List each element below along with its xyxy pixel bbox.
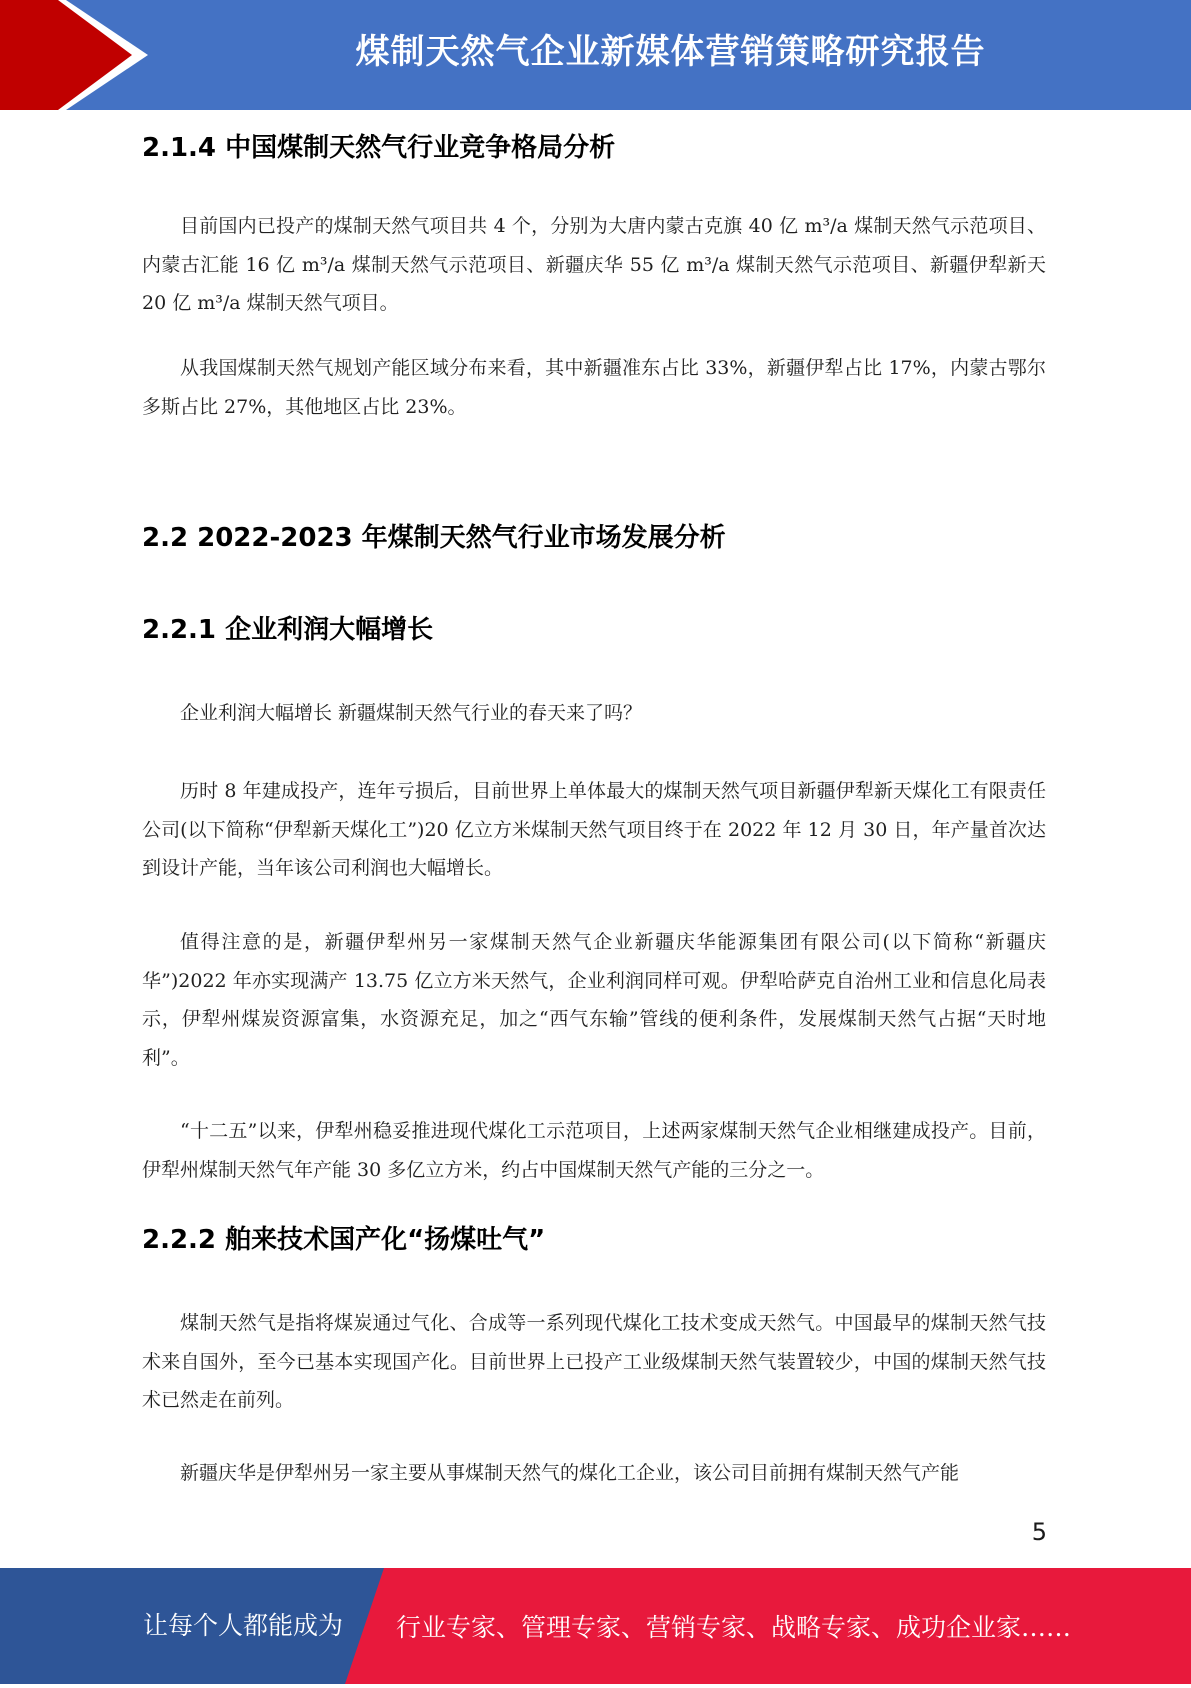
header-banner — [0, 0, 1191, 110]
paragraph: 历时 8 年建成投产，连年亏损后，目前世界上单体最大的煤制天然气项目新疆伊犁新天煤化工有限责任公司(以下简称“伊犁新天煤化工”)20 亿立方米煤制天然气项目终于在 2022 年 12 月 30 日，年产量首次达到设计产能，当年该公司利润也大幅增长。 — [142, 780, 1046, 879]
paragraph: “十二五”以来，伊犁州稳妥推进现代煤化工示范项目，上述两家煤制天然气企业相继建成投产。目前，伊犁州煤制天然气年产能 30 多亿立方米，约占中国煤制天然气产能的三分之一。 — [142, 1120, 1046, 1181]
section-heading-2-1-4: 2.1.4 中国煤制天然气行业竞争格局分析 — [142, 133, 616, 163]
footer-slogan-right: 行业专家、管理专家、营销专家、战略专家、成功企业家…… — [396, 1613, 1072, 1642]
section-heading-2-2-2: 2.2.2 舶来技术国产化“扬煤吐气” — [142, 1225, 546, 1255]
paragraph: 新疆庆华是伊犁州另一家主要从事煤制天然气的煤化工企业，该公司目前拥有煤制天然气产能 — [180, 1462, 960, 1484]
paragraph: 目前国内已投产的煤制天然气项目共 4 个，分别为大唐内蒙古克旗 40 亿 m³/a 煤制天然气示范项目、内蒙古汇能 16 亿 m³/a 煤制天然气示范项目、新疆庆华 55 亿 m³/a 煤制天然气示范项目、新疆伊犁新天 20 亿 m³/a 煤制天然气项目。 — [142, 215, 1046, 314]
section-heading-2-2-1: 2.2.1 企业利润大幅增长 — [142, 615, 434, 645]
paragraph: 从我国煤制天然气规划产能区域分布来看，其中新疆准东占比 33%，新疆伊犁占比 17%，内蒙古鄂尔多斯占比 27%，其他地区占比 23%。 — [142, 357, 1046, 418]
paragraph: 企业利润大幅增长 新疆煤制天然气行业的春天来了吗？ — [180, 702, 643, 724]
section-heading-2-2: 2.2 2022-2023 年煤制天然气行业市场发展分析 — [142, 523, 726, 553]
footer-banner — [0, 1568, 1191, 1684]
page-number: 5 — [1031, 1518, 1047, 1546]
header-chevron-icon — [0, 0, 160, 110]
paragraph: 值得注意的是，新疆伊犁州另一家煤制天然气企业新疆庆华能源集团有限公司(以下简称“新疆庆华”)2022 年亦实现满产 13.75 亿立方米天然气，企业利润同样可观。伊犁哈萨克自治州工业和信息化局表示，伊犁州煤炭资源富集，水资源充足，加之“西气东输”管线的便利条件，发展煤制天然气占据“天时地利”。 — [142, 931, 1046, 1069]
document-title: 煤制天然气企业新媒体营销策略研究报告 — [355, 32, 986, 72]
footer-slogan-left: 让每个人都能成为 — [143, 1611, 344, 1640]
paragraph: 煤制天然气是指将煤炭通过气化、合成等一系列现代煤化工技术变成天然气。中国最早的煤制天然气技术来自国外，至今已基本实现国产化。目前世界上已投产工业级煤制天然气装置较少，中国的煤制天然气技术已然走在前列。 — [142, 1312, 1046, 1411]
